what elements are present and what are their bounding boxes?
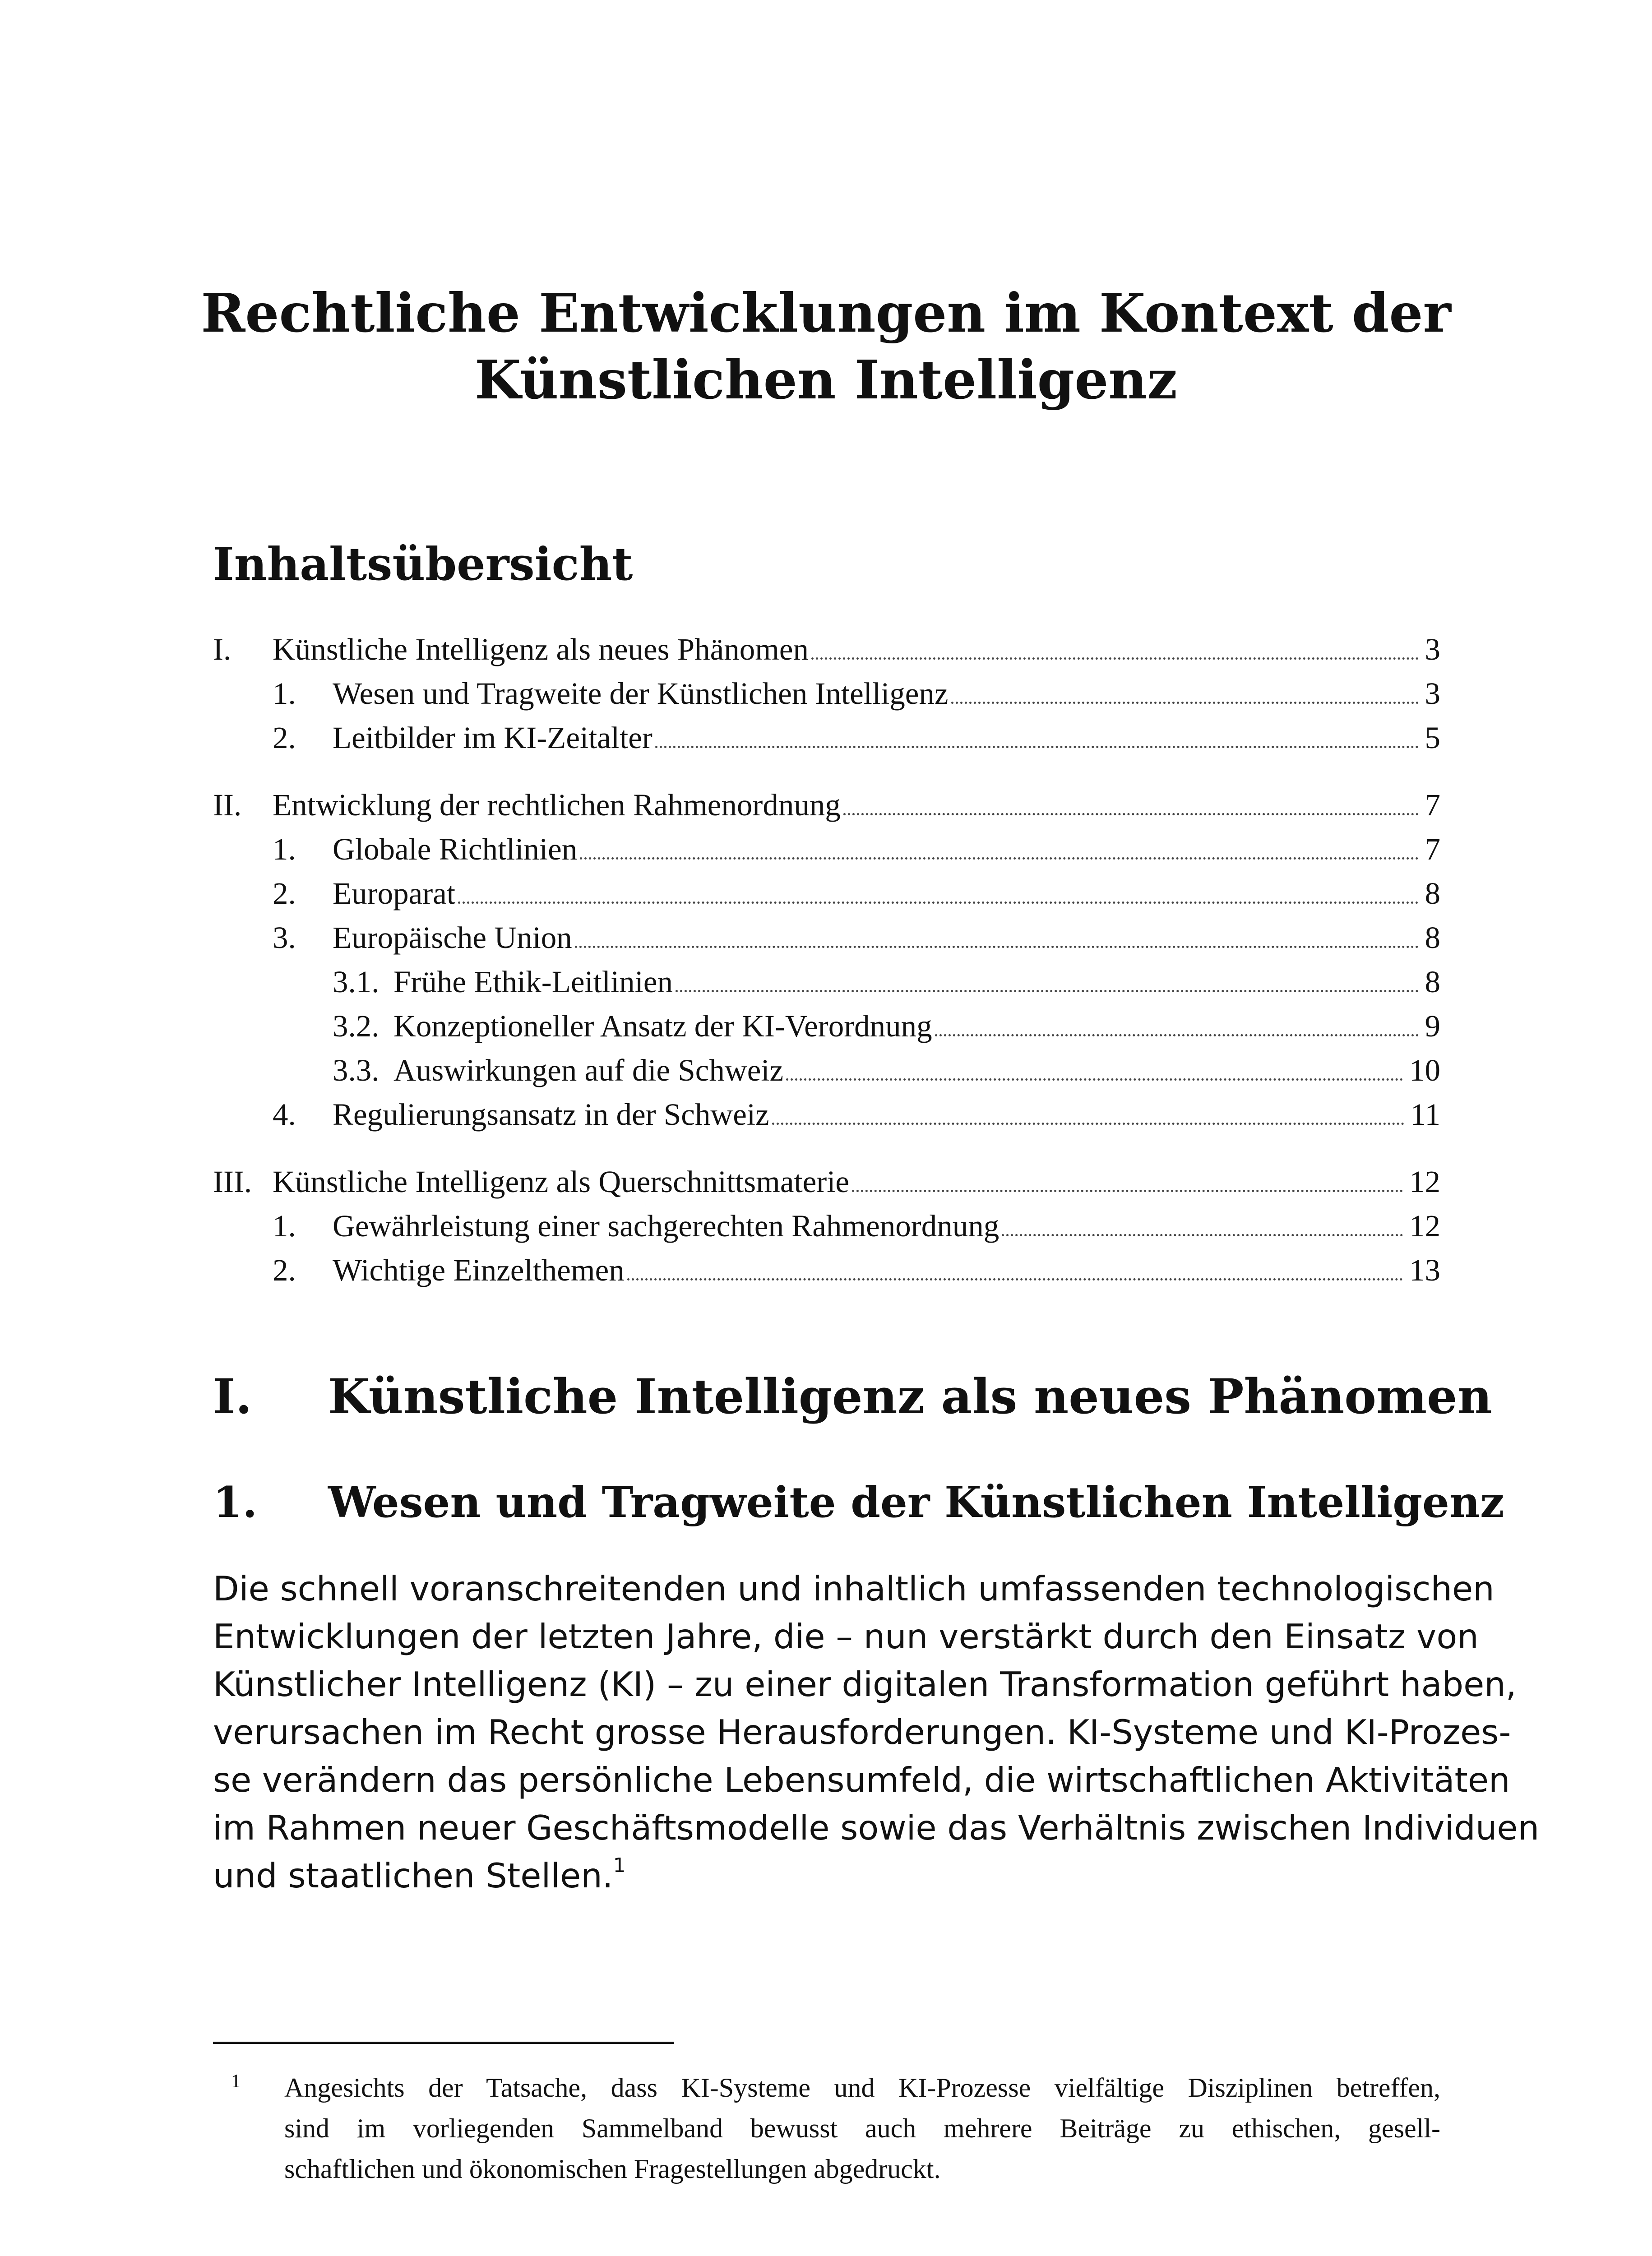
toc-entry-page: 10 [1409,1053,1440,1087]
toc-entry-number: I. [213,632,231,666]
toc-leader-dots [458,901,1418,904]
paragraph-line: Künstlicher Intelligenz (KI) – zu einer digitalen Transformation geführt haben, [213,1664,1517,1704]
toc-entry[interactable] [213,1208,1440,1249]
paragraph-line-last [213,1852,1440,1900]
footnote-reference[interactable]: 1 [613,1854,626,1877]
toc-entry-number: 3. [273,920,296,955]
footnote-separator [213,2042,674,2044]
toc-leader-dots [627,1278,1403,1281]
toc-entry[interactable] [213,676,1440,717]
toc-entry[interactable] [213,832,1440,872]
toc-heading: Inhaltsübersicht [213,537,633,591]
footnote-mark: 1 [231,2071,241,2092]
toc-entry-number: 3.1. [333,965,379,999]
footnote-line: schaftlichen und ökonomischen Fragestellungen abgedruckt. [284,2154,941,2184]
toc-entry-label: Europarat [333,876,458,911]
toc-leader-dots [852,1190,1403,1192]
toc-entry-label: Regulierungsansatz in der Schweiz [333,1097,772,1133]
footnote-text [284,2067,1440,2189]
toc-entry-page: 12 [1409,1209,1440,1243]
toc-entry-label: Künstliche Intelligenz als neues Phänomen [273,632,811,667]
paragraph-line: und staatlichen Stellen. [213,1856,613,1895]
toc-entry-label: Wesen und Tragweite der Künstlichen Intelligenz [333,676,951,712]
toc-entry-page: 7 [1425,832,1440,866]
toc-entry-number: 1. [273,832,296,866]
toc-entry-label: Künstliche Intelligenz als Querschnittsmaterie [273,1164,852,1200]
toc-entry-label: Entwicklung der rechtlichen Rahmenordnung [273,787,843,823]
subsection-title: Wesen und Tragweite der Künstlichen Intelligenz [328,1478,1504,1527]
toc-entry-page: 3 [1425,676,1440,711]
toc-entry[interactable] [213,1253,1440,1293]
paragraph-line: Entwicklungen der letzten Jahre, die – nun verstärkt durch den Einsatz von [213,1617,1479,1656]
toc-entry-number: II. [213,788,242,822]
toc-entry-page: 7 [1425,788,1440,822]
toc-entry-label: Europäische Union [333,920,575,956]
toc-entry-number: 2. [273,876,296,911]
toc-entry-number: 1. [273,676,296,711]
toc-entry[interactable] [213,632,1440,672]
toc-entry[interactable] [213,720,1440,761]
toc-entry-label: Globale Richtlinien [333,832,580,867]
toc-entry-number: 4. [273,1097,296,1132]
toc-entry-page: 11 [1410,1097,1440,1132]
footnote-line: Angesichts der Tatsache, dass KI-Systeme und KI-Prozesse vielfältige Disziplinen betreffen, [284,2073,1440,2103]
toc-entry-number: 1. [273,1209,296,1243]
toc-entry[interactable] [213,1097,1440,1137]
toc-entry-page: 8 [1425,920,1440,955]
toc-entry-label: Wichtige Einzelthemen [333,1253,627,1288]
toc-leader-dots [580,857,1418,860]
toc-entry-number: III. [213,1165,252,1199]
subsection-number: 1. [213,1478,258,1527]
toc-leader-dots [811,657,1418,660]
paragraph-line: verursachen im Recht grosse Herausforderungen. KI-Systeme und KI-Prozes- [213,1712,1511,1752]
toc-entry[interactable] [213,1053,1440,1093]
toc-leader-dots [772,1123,1404,1125]
toc-entry-label: Leitbilder im KI-Zeitalter [333,720,655,756]
toc-entry[interactable] [213,787,1440,828]
toc-entry-page: 3 [1425,632,1440,666]
paragraph-line: Die schnell voranschreitenden und inhaltlich umfassenden technologischen [213,1569,1495,1609]
toc-entry-page: 9 [1425,1009,1440,1043]
toc-entry-label: Konzeptioneller Ansatz der KI-Verordnung [393,1008,935,1044]
document-title [0,280,1652,413]
toc-leader-dots [655,746,1419,748]
toc-entry[interactable] [213,876,1440,916]
toc-entry[interactable] [213,1164,1440,1205]
toc-entry-number: 2. [273,721,296,755]
toc-entry-page: 8 [1425,965,1440,999]
toc-entry-number: 3.2. [333,1009,379,1043]
toc-leader-dots [676,990,1419,992]
toc-leader-dots [951,702,1419,704]
section-number: I. [213,1368,252,1424]
toc-entry-number: 3.3. [333,1053,379,1087]
toc-leader-dots [843,813,1419,815]
toc-leader-dots [575,946,1419,948]
footnote-line: sind im vorliegenden Sammelband bewusst auch mehrere Beiträge zu ethischen, gesell- [284,2113,1440,2143]
toc-entry[interactable] [213,964,1440,1005]
toc-entry[interactable] [213,1008,1440,1049]
toc-entry-page: 12 [1409,1165,1440,1199]
paragraph-line: se verändern das persönliche Lebensumfeld, die wirtschaftlichen Aktivitäten [213,1760,1510,1800]
toc-entry-label: Frühe Ethik-Leitlinien [393,964,676,1000]
toc-leader-dots [786,1078,1403,1081]
toc-entry[interactable] [213,920,1440,961]
toc-entry-number: 2. [273,1253,296,1287]
toc-entry-page: 5 [1425,721,1440,755]
title-line-1: Rechtliche Entwicklungen im Kontext der [201,282,1451,344]
toc-leader-dots [1002,1234,1403,1236]
toc-leader-dots [935,1034,1419,1036]
paragraph-line: im Rahmen neuer Geschäftsmodelle sowie das Verhältnis zwischen Individuen [213,1808,1540,1848]
section-title: Künstliche Intelligenz als neues Phänomen [328,1368,1492,1424]
toc-entry-label: Gewährleistung einer sachgerechten Rahmenordnung [333,1208,1002,1244]
title-line-2: Künstlichen Intelligenz [474,348,1178,411]
toc-entry-page: 8 [1425,876,1440,911]
body-paragraph [213,1565,1540,1900]
toc-entry-label: Auswirkungen auf die Schweiz [393,1053,786,1088]
toc-entry-page: 13 [1409,1253,1440,1287]
